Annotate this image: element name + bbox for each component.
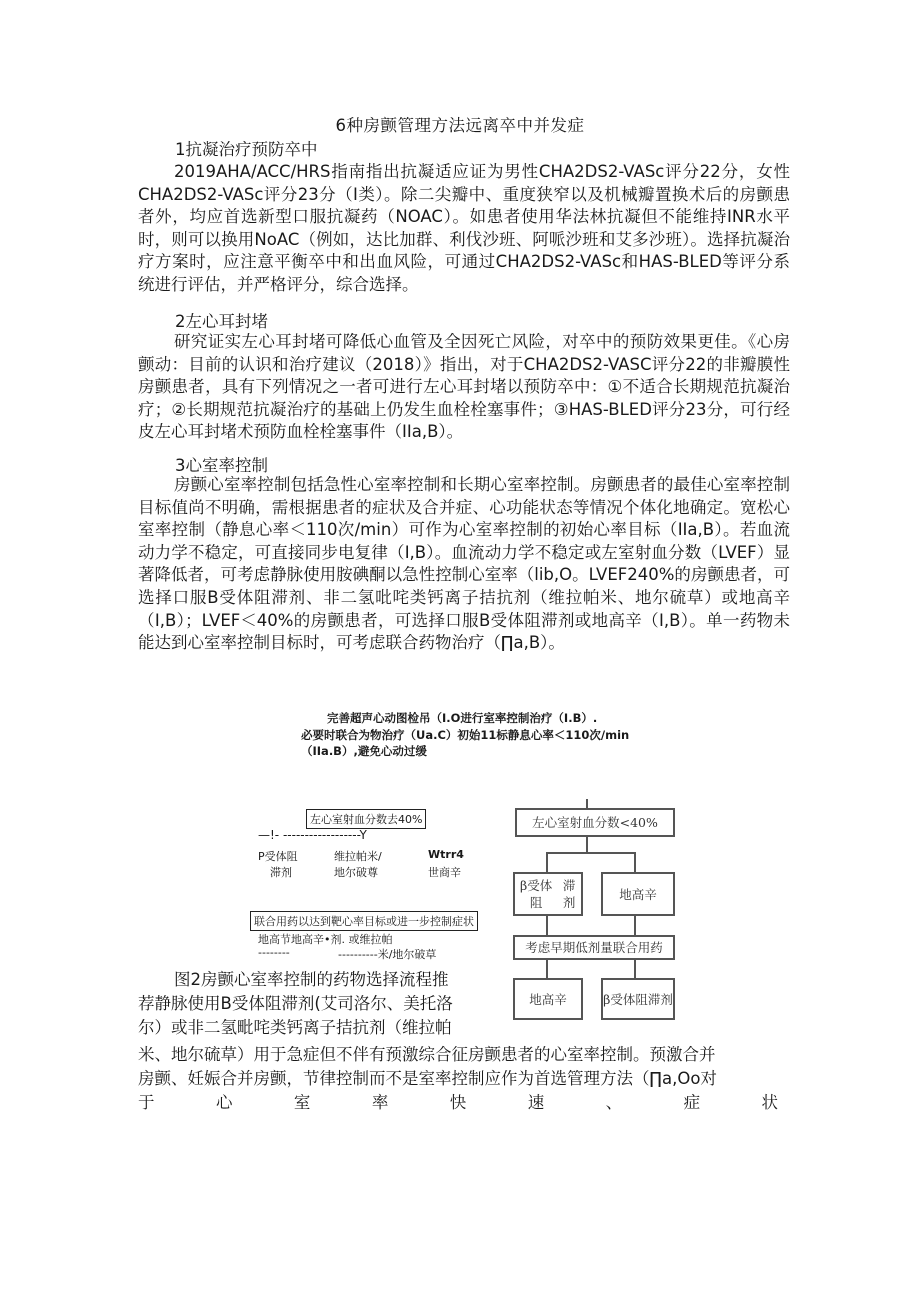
connector-left xyxy=(546,852,548,872)
flow-beta-blocker-box: β受体阻 滞剂 xyxy=(513,872,583,916)
flow-combo-box: 考虑早期低剂量联合用药 xyxy=(513,935,675,960)
figure-caption-line-2: 荐静脉使用B受体阻滞剂(艾司洛尔、美托洛 xyxy=(138,994,453,1013)
flow-beta-blocker-box-2: β受体阻 滞剂 xyxy=(601,978,675,1020)
tail-word: 室 xyxy=(293,1093,311,1112)
section-1-paragraph: 2019AHA/ACC/HRS指南指出抗凝适应证为男性CHA2DS2-VASc评分22分，女性CHA2DS2-VASc评分23分（I类）。除二尖瓣中、重度狭窄以及机械瓣置换术后的房颤患者外，均应首选新型口服抗凝药（NOAC）。如患者使用华法林抗凝但不能维持INR水平时，则可以换用NoAC（例如，达比加群、利伐沙班、阿哌沙班和艾多沙班）。选择抗凝治疗方案时，应注意平衡卒中和出血风险，可通过CHA2DS2-VASc和HAS-BLED等评分系统进行评估，并严格评分，综合选择。 xyxy=(138,162,790,294)
combo-line: 地高节地高辛•剂. 或维拉帕 xyxy=(258,933,393,946)
combo-box: 联合用药以达到靶心率目标或进一步控制症状 xyxy=(250,911,478,931)
tail-word: 于 xyxy=(138,1093,155,1112)
combo-dash-1: -------- xyxy=(258,946,290,959)
flow-digoxin-box-2: 地高辛 xyxy=(513,978,583,1020)
combo-dash-2: ----------米/地尔破草 xyxy=(338,948,437,961)
tail-line-1: 米、地尔硫草）用于急症但不伴有预激综合征房颤患者的心室率控制。预激合并 xyxy=(138,1045,716,1064)
col1-line-1: P受体阻 xyxy=(258,850,298,863)
section-3-paragraph: 房颤心室率控制包括急性心室率控制和长期心室率控制。房颤患者的最佳心室率控制目标值尚不明确，需根据患者的症状及合并症、心功能状态等情况个体化地确定。宽松心室率控制（静息心率＜110次/min）可作为心室率控制的初始心率目标（IIa,B）。若血流动力学不稳定，可直接同步电复律（I,B）。血流动力学不稳定或左室射血分数（LVEF）显著降低者，可考虑静脉使用胺碘酮以急性控制心室率（lib,O。LVEF240%的房颤患者，可选择口服B受体阻滞剂、非二氢吡咤类钙离子拮抗剂（维拉帕米、地尔硫草）或地高辛（I,B）；LVEF＜40%的房颤患者，可选择口服B受体阻滞剂或地高辛（I,B）。单一药物未能达到心室率控制目标时，可考虑联合药物治疗（∏a,B）。 xyxy=(138,475,790,653)
tail-word: 症 xyxy=(683,1093,701,1112)
connector-left-down xyxy=(546,914,548,935)
connector-branch xyxy=(546,852,636,854)
tail-line-3 xyxy=(138,1089,778,1113)
figure-caption-line-3: 尔）或非二氢毗咤类钙离子拮抗剂（维拉帕 xyxy=(138,1018,452,1037)
section-2-heading: 2左心耳封堵 xyxy=(175,312,268,331)
lvef-box: 左心室射血分数去40% xyxy=(306,809,426,829)
figure-note-line-1: 完善超声心动图检吊（I.O进行室率控制治疗（I.B）. xyxy=(327,711,598,725)
flow-lvef-box: 左心室射血分数<40% xyxy=(515,808,675,837)
figure-note-line-2: 必要时联合为物治疗（Ua.C）初始11标静息心率＜110次/min xyxy=(301,728,630,742)
connector-right-down xyxy=(634,914,636,935)
col2-line-2: 地尔破尊 xyxy=(334,866,378,879)
figure-note-line-3: （IIa.B）,避免心动过缓 xyxy=(301,744,427,758)
arrow-top xyxy=(586,799,588,808)
connector-right-down-2 xyxy=(634,958,636,978)
tail-word: 状 xyxy=(761,1093,778,1112)
col2-line-1: 维拉帕米/ xyxy=(334,850,382,863)
figure-caption-line-1: 图2房颤心室率控制的药物选择流程推 xyxy=(174,970,449,989)
flow-digoxin-box: 地高辛 xyxy=(601,872,675,916)
connector-left-down-2 xyxy=(546,958,548,978)
section-1-heading: 1抗凝治疗预防卒中 xyxy=(175,140,318,159)
doc-title: 6种房颤管理方法远离卒中并发症 xyxy=(335,116,585,135)
figure-dash-line: —!- ------------------Y xyxy=(258,828,367,842)
tail-word: 心 xyxy=(215,1093,233,1112)
col3-line-2: 世商辛 xyxy=(428,866,461,879)
connector-right xyxy=(634,852,636,872)
tail-line-2: 房颤、妊娠合并房颤，节律控制而不是室率控制应作为首选管理方法（∏a,Oo对 xyxy=(138,1069,717,1088)
tail-word: 速 xyxy=(527,1093,545,1112)
col3-line-1: Wtrr4 xyxy=(428,848,464,861)
col1-line-2: 滞剂 xyxy=(270,866,292,879)
tail-word: 快 xyxy=(449,1093,467,1112)
tail-word: 率 xyxy=(371,1093,389,1112)
section-2-paragraph: 研究证实左心耳封堵可降低心血管及全因死亡风险，对卒中的预防效果更佳。《心房颤动：目前的认识和治疗建议（2018）》指出，对于CHA2DS2-VASC评分22的非瓣膜性房颤患者，具有下列情况之一者可进行左心耳封堵以预防卒中：①不适合长期规范抗凝治疗；②长期规范抗凝治疗的基础上仍发生血栓栓塞事件；③HAS-BLED评分23分，可行经皮左心耳封堵术预防血栓栓塞事件（IIa,B）。 xyxy=(138,332,790,442)
connector-stem xyxy=(586,835,588,853)
section-3-heading: 3心室率控制 xyxy=(175,456,268,475)
tail-word: 、 xyxy=(605,1093,623,1112)
